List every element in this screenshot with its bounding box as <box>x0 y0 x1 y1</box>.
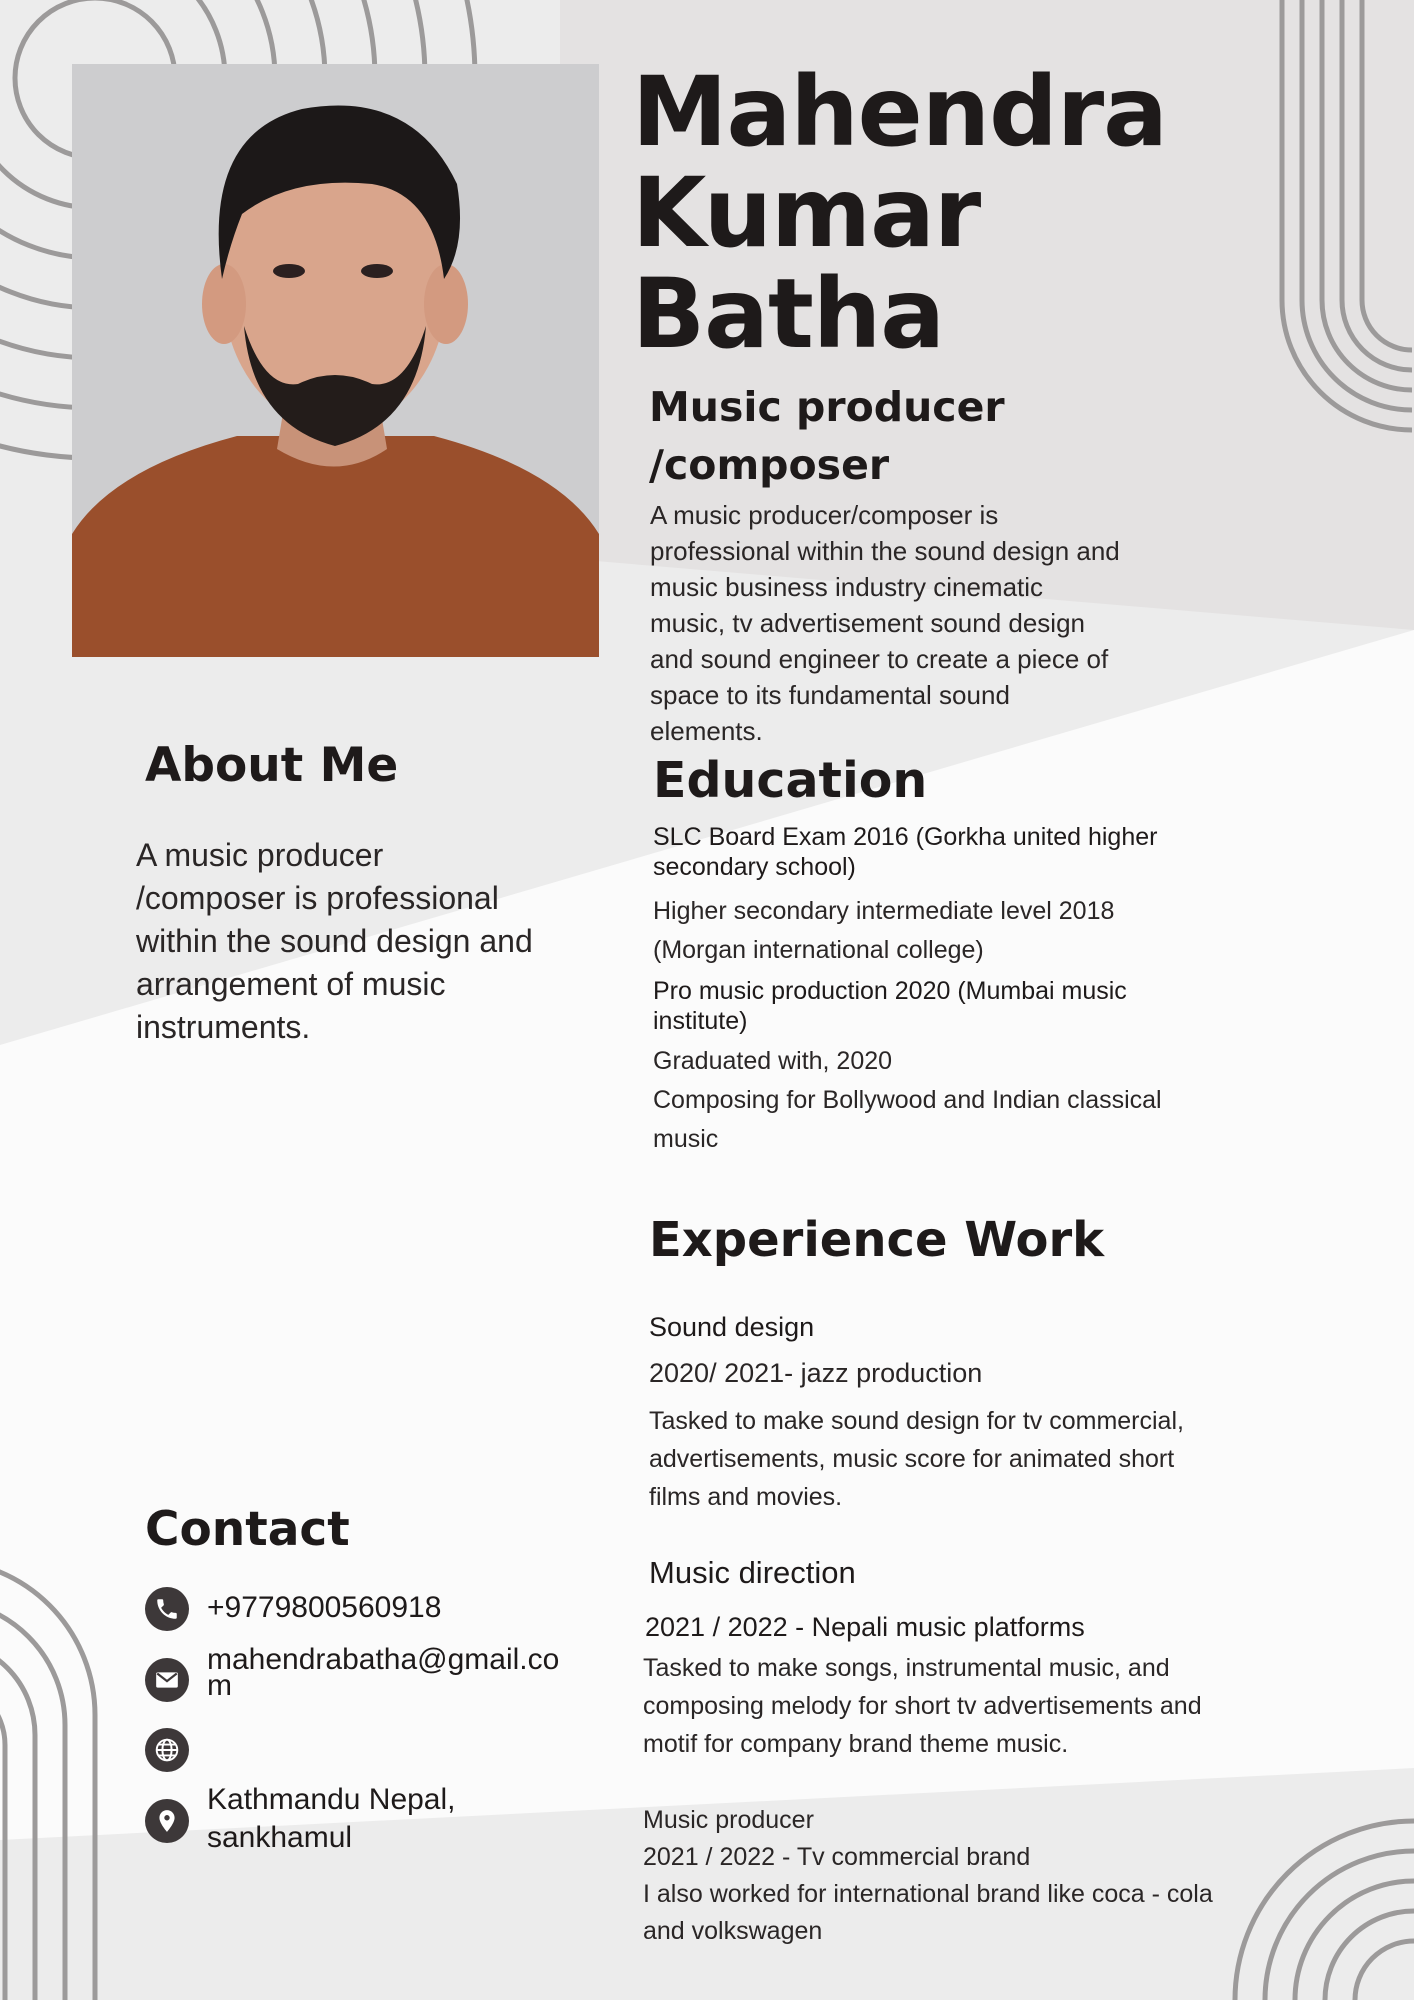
education-list <box>653 822 1253 1159</box>
contact-heading: Contact <box>145 1502 350 1557</box>
name-line: Batha <box>632 258 944 370</box>
location-pin-icon <box>145 1799 189 1843</box>
education-entry: Higher secondary intermediate level 2018 (Morgan international college) <box>653 897 1115 964</box>
education-entry: Pro music production 2020 (Mumbai music institute) <box>653 977 1127 1035</box>
job-title: Music direction <box>649 1555 856 1590</box>
education-entry: SLC Board Exam 2016 (Gorkha united higher secondary school) <box>653 823 1158 881</box>
profile-photo <box>72 64 599 657</box>
job-title: Sound design <box>649 1312 815 1342</box>
person-name <box>632 56 1167 370</box>
job-title <box>649 378 1069 494</box>
contact-phone[interactable]: +9779800560918 <box>207 1591 442 1624</box>
job-description: Tasked to make songs, instrumental music, and composing melody for short tv advertisements and motif for company brand theme music. <box>643 1654 1202 1758</box>
phone-icon <box>145 1587 189 1631</box>
title-line: Music producer <box>649 383 1005 431</box>
experience-heading: Experience Work <box>649 1212 1105 1268</box>
globe-icon[interactable] <box>145 1728 189 1772</box>
name-line: Mahendra <box>632 56 1167 168</box>
mail-icon <box>145 1658 189 1702</box>
education-entry: Graduated with, 2020 Composing for Bollywood and Indian classical music <box>653 1047 1162 1153</box>
job-description: Tasked to make sound design for tv commercial, advertisements, music score for animated short films and movies. <box>649 1407 1184 1511</box>
about-heading: About Me <box>145 738 399 793</box>
job-period: 2020/ 2021- jazz production <box>649 1358 983 1388</box>
about-text: A music producer /composer is professional within the sound design and arrangement of music instruments. <box>136 837 533 1045</box>
job-period: 2021 / 2022 - Nepali music platforms <box>645 1612 1085 1642</box>
intro-paragraph: A music producer/composer is professional within the sound design and music business industry cinematic music, tv advertisement sound design and sound engineer to create a piece of space to its fundamental sound elements. <box>650 500 1120 746</box>
education-heading: Education <box>653 752 928 809</box>
job-entry: Music producer 2021 / 2022 - Tv commercial brand I also worked for international brand like coca - cola and volkswagen <box>643 1806 1213 1945</box>
contact-email[interactable]: mahendrabatha@gmail.co m <box>207 1643 560 1702</box>
name-line: Kumar <box>632 157 981 269</box>
title-line: /composer <box>649 441 890 489</box>
contact-address: Kathmandu Nepal, sankhamul <box>207 1783 456 1854</box>
